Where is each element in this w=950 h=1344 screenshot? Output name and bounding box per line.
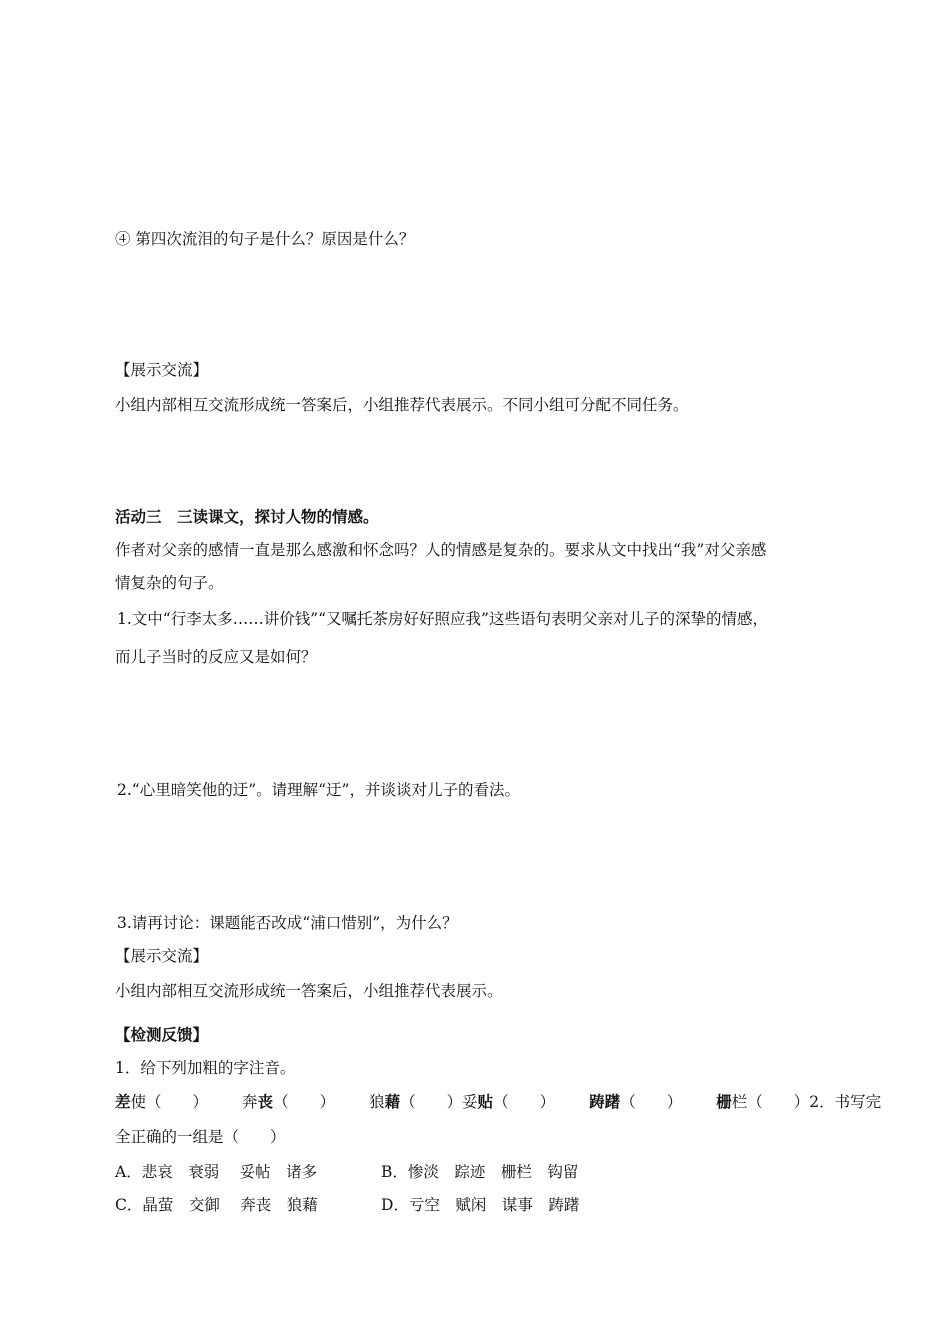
show-exchange-2-text: 小组内部相互交流形成统一答案后，小组推荐代表展示。 [115,982,503,1000]
feedback-question-2-continued: 全正确的一组是（ ） [115,1128,286,1146]
option-c: C．晶萤 交御 奔丧 狼藉 [115,1196,318,1214]
feedback-question-1: 1．给下列加粗的字注音。 [115,1059,296,1077]
pinyin-item: 差使（ ） [115,1092,209,1111]
option-d: D．亏空 赋闲 谋事 踌躇 [381,1196,580,1214]
activity-3-question-1-line-1: 1.文中“行李太多……讲价钱”“又嘱托茶房好好照应我”这些语句表明父亲对儿子的深挚的情感， [117,610,768,628]
option-a: A．悲哀 衰弱 妥帖 诸多 [115,1163,318,1181]
activity-3-intro-line-1: 作者对父亲的感情一直是那么感激和怀念吗？人的情感是复杂的。要求从文中找出“我”对父亲感 [115,541,767,559]
options-row-cd [115,1194,579,1216]
activity-3-question-3: 3.请再讨论：课题能否改成“浦口惜别”，为什么？ [117,914,458,932]
feedback-heading: 【检测反馈】 [115,1025,209,1044]
pinyin-items-row [115,1091,881,1113]
section-heading-show-exchange-2: 【展示交流】 [115,947,209,965]
activity-3-title: 活动三 三读课文，探讨人物的情感。 [115,507,379,526]
pinyin-item: 奔丧（ ） [242,1092,336,1111]
pinyin-item: 栅栏（ ） [716,1092,810,1111]
question-4: ④ 第四次流泪的句子是什么？原因是什么？ [115,230,415,248]
section-heading-show-exchange-1: 【展示交流】 [115,361,209,379]
feedback-question-2-start: 2．书写完 [809,1093,882,1111]
options-row-ab [115,1161,578,1183]
activity-3-intro-line-2: 情复杂的句子。 [115,574,224,592]
activity-3-question-1-line-2: 而儿子当时的反应又是如何？ [115,648,317,666]
activity-3-question-2: 2.“心里暗笑他的迂”。请理解“迂”，并谈谈对儿子的看法。 [117,781,520,799]
pinyin-item: 踌躇（ ） [589,1092,683,1111]
show-exchange-1-text: 小组内部相互交流形成统一答案后，小组推荐代表展示。不同小组可分配不同任务。 [115,396,689,414]
pinyin-item: 妥贴（ ） [462,1092,556,1111]
pinyin-item: 狼藉（ ） [369,1092,463,1111]
option-b: B．惨淡 踪迹 栅栏 钩留 [381,1163,579,1181]
